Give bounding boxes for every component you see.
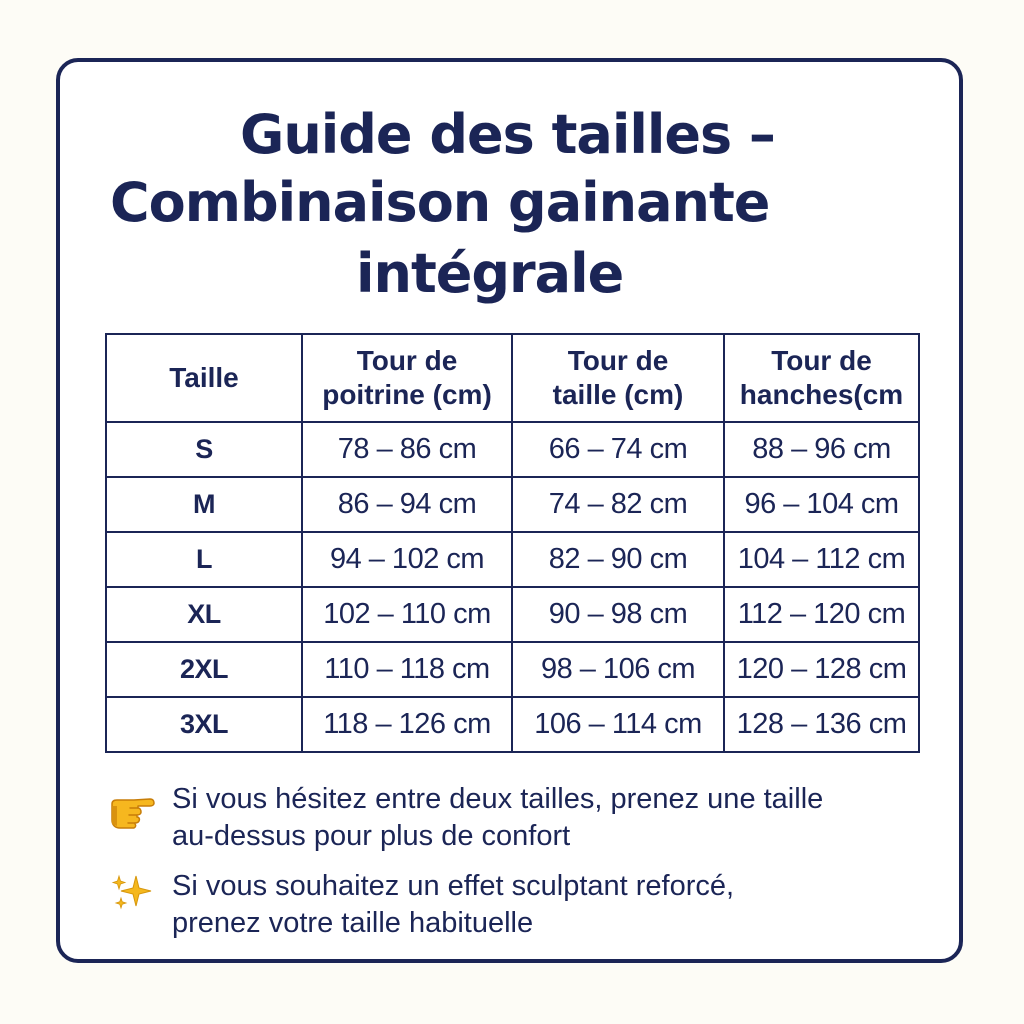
tip-1-line-2: au-dessus pour plus de confort (172, 820, 571, 852)
chest-cell: 86 – 94 cm (302, 477, 512, 532)
hips-cell: 128 – 136 cm (724, 697, 919, 752)
table-row (106, 697, 919, 752)
hips-cell: 88 – 96 cm (724, 422, 919, 477)
tip-1-line-1: Si vous hésitez entre deux tailles, prenez une taille (172, 783, 824, 815)
chest-cell: 78 – 86 cm (302, 422, 512, 477)
pointing-hand-icon (108, 790, 156, 830)
table-header-row (106, 334, 919, 422)
size-cell: 3XL (106, 697, 302, 752)
title-line-3: intégrale (356, 242, 624, 305)
title-line-2: Combinaison gainante (110, 171, 770, 234)
header-waist: Tour de taille (cm) (512, 334, 724, 422)
tip-2-line-2: prenez votre taille habituelle (172, 907, 534, 939)
header-size: Taille (106, 334, 302, 422)
size-cell: M (106, 477, 302, 532)
hips-cell: 112 – 120 cm (724, 587, 919, 642)
chest-cell: 118 – 126 cm (302, 697, 512, 752)
waist-cell: 106 – 114 cm (512, 697, 724, 752)
chest-cell: 94 – 102 cm (302, 532, 512, 587)
waist-cell: 98 – 106 cm (512, 642, 724, 697)
table-row (106, 477, 919, 532)
header-chest: Tour de poitrine (cm) (302, 334, 512, 422)
tip-2-line-1: Si vous souhaitez un effet sculptant reforcé, (172, 870, 735, 902)
size-cell: L (106, 532, 302, 587)
size-cell: XL (106, 587, 302, 642)
table-row (106, 422, 919, 477)
hips-cell: 120 – 128 cm (724, 642, 919, 697)
size-cell: 2XL (106, 642, 302, 697)
hips-cell: 96 – 104 cm (724, 477, 919, 532)
table-row (106, 642, 919, 697)
title-line-1: Guide des tailles – (240, 103, 775, 166)
chest-cell: 102 – 110 cm (302, 587, 512, 642)
hips-cell: 104 – 112 cm (724, 532, 919, 587)
table-row (106, 532, 919, 587)
size-table (105, 333, 920, 753)
size-cell: S (106, 422, 302, 477)
table-row (106, 587, 919, 642)
waist-cell: 82 – 90 cm (512, 532, 724, 587)
header-hips: Tour de hanches(cm (724, 334, 919, 422)
waist-cell: 90 – 98 cm (512, 587, 724, 642)
waist-cell: 66 – 74 cm (512, 422, 724, 477)
sparkles-icon (110, 872, 158, 912)
chest-cell: 110 – 118 cm (302, 642, 512, 697)
waist-cell: 74 – 82 cm (512, 477, 724, 532)
